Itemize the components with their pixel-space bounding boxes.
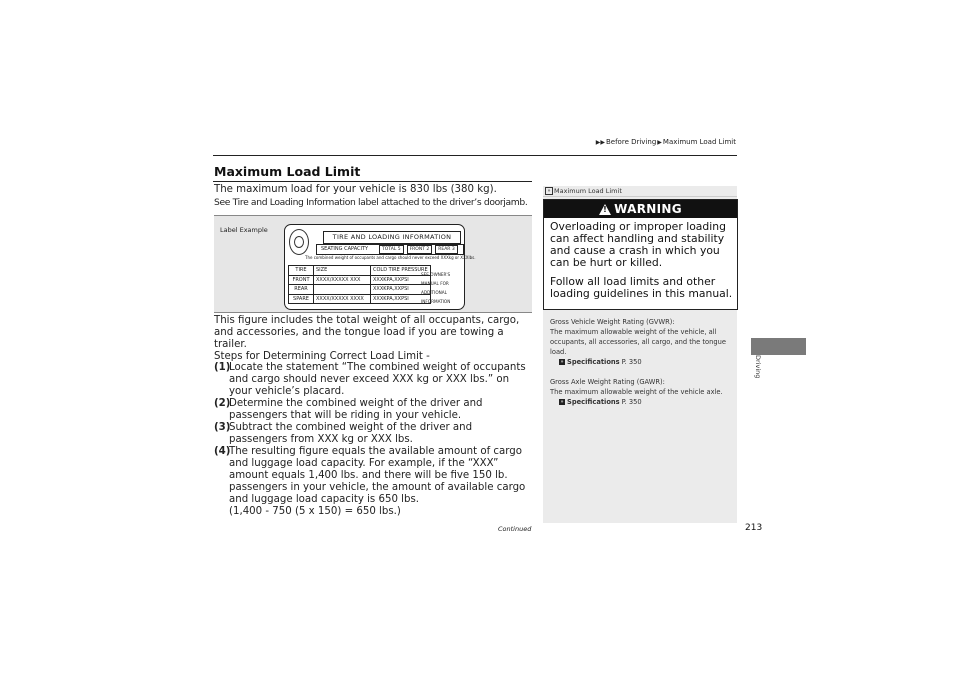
tire-loading-label-image (284, 224, 476, 310)
intro-subtext: See Tire and Loading Information label attached to the driver’s doorjamb. (214, 197, 528, 208)
gvwr-title: Gross Vehicle Weight Rating (GVWR): (550, 318, 675, 326)
step-number: (4) (214, 446, 231, 457)
step-number: (2) (214, 398, 231, 409)
steps-intro: Steps for Determining Correct Load Limit - (214, 351, 430, 362)
table-row (289, 266, 431, 276)
breadcrumb (596, 138, 736, 146)
tire-icon (289, 229, 309, 255)
body-text: This figure includes the total weight of all occupants, cargo, and accessories, and the tongue load if you are towing a trailer. (214, 315, 520, 350)
warning-box (543, 199, 738, 310)
step-number: (3) (214, 422, 231, 433)
steps-list (214, 362, 532, 518)
step-text: Locate the statement “The combined weight of occupants and cargo should never exceed XXX kg or XXX lbs.” on your vehicle’s placard. (229, 362, 526, 397)
table-cell (314, 285, 371, 295)
table-cell: XXXX/XXXXX XXX (314, 275, 371, 285)
table-cell: XXXKPA,XXPSI (371, 285, 431, 295)
side-note-line: ADDITIONAL (421, 290, 447, 295)
table-row (289, 275, 431, 285)
table-header-cell: SIZE (314, 266, 371, 276)
step-text: The resulting figure equals the available amount of cargo and luggage load capacity. For example, if the “XXX” amount equals 1,400 lbs. and there will be five 150 lb. passengers in your vehicle, the amount of available cargo and luggage load capacity is 650 lbs. (229, 446, 526, 505)
seating-front: FRONT 2 (407, 245, 433, 254)
reference-box-icon: » (545, 187, 553, 195)
page-number: 213 (745, 523, 763, 533)
chapter-tab[interactable] (751, 338, 806, 355)
table-row (289, 285, 431, 295)
step-number: (1) (214, 362, 231, 373)
ref-label: Specifications (567, 358, 620, 366)
seating-total: TOTAL 5 (379, 245, 404, 254)
table-cell: REAR (289, 285, 314, 295)
sidebar-heading (545, 187, 622, 195)
warning-paragraph-1: Overloading or improper loading can affect handling and stability and cause a crash in which you can be hurt or killed. (550, 220, 726, 269)
seating-capacity-label: SEATING CAPACITY (321, 246, 369, 252)
reference-arrow-icon: » (560, 359, 564, 365)
label-example-caption: Label Example (220, 226, 268, 234)
reference-arrow-icon: » (560, 399, 564, 405)
tire-label-note: The combined weight of occupants and cargo should never exceed XXXkg or XXXlbs. (305, 255, 476, 260)
sidebar-heading-text: Maximum Load Limit (554, 187, 622, 195)
section-title: Maximum Load Limit (214, 164, 361, 179)
side-note-line: INFORMATION (421, 299, 451, 304)
top-rule (213, 155, 737, 156)
table-cell: SPARE (289, 294, 314, 304)
table-cell: XXXKPA,XXPSI (371, 294, 431, 304)
side-note-line: MANUAL FOR (421, 281, 449, 286)
chapter-tab-label: Driving (754, 355, 762, 379)
arrow-icon: ▶ (657, 138, 662, 146)
table-cell: XXXKPA,XXPSI (371, 275, 431, 285)
specifications-link[interactable] (550, 357, 732, 367)
step-formula: (1,400 - 750 (5 x 150) = 650 lbs.) (229, 506, 401, 517)
step-text: Subtract the combined weight of the driver and passengers from XXX kg or XXX lbs. (229, 422, 473, 445)
double-arrow-icon: ▶▶ (595, 138, 605, 146)
list-item (214, 446, 532, 518)
step-text: Determine the combined weight of the driver and passengers that will be riding in your vehicle. (229, 398, 483, 421)
intro-text: The maximum load for your vehicle is 830 lbs (380 kg). (214, 184, 497, 195)
table-cell: XXXX/XXXXX XXXX (314, 294, 371, 304)
ref-page: P. 350 (621, 398, 642, 406)
ref-page: P. 350 (621, 358, 642, 366)
gawr-title: Gross Axle Weight Rating (GAWR): (550, 378, 665, 386)
warning-title: WARNING (614, 202, 682, 216)
sidebar-rule (543, 196, 737, 197)
sidebar-notes (550, 317, 732, 407)
side-note-line: SEE OWNER'S (421, 272, 451, 277)
tire-label-side-note (421, 270, 450, 306)
table-header-cell: TIRE (289, 266, 314, 276)
tire-pressure-table (288, 265, 431, 304)
tire-label-header: TIRE AND LOADING INFORMATION (323, 231, 461, 244)
warning-paragraph-2: Follow all load limits and other loading guidelines in this manual. (550, 275, 733, 300)
breadcrumb-maximum-load-limit[interactable]: Maximum Load Limit (662, 138, 736, 146)
specifications-link[interactable] (550, 397, 732, 407)
table-cell: FRONT (289, 275, 314, 285)
seating-capacity-row (316, 244, 464, 255)
seating-rear: REAR 3 (435, 245, 457, 254)
list-item (214, 362, 532, 398)
continued-note: Continued (498, 525, 532, 533)
ref-label: Specifications (567, 398, 620, 406)
gawr-text: The maximum allowable weight of the vehicle axle. (550, 388, 723, 396)
list-item (214, 398, 532, 422)
table-row (289, 294, 431, 304)
table-header-cell: COLD TIRE PRESSURE (371, 266, 431, 276)
warning-header (544, 200, 737, 218)
breadcrumb-before-driving[interactable]: Before Driving (605, 138, 657, 146)
list-item (214, 422, 532, 446)
warning-triangle-icon (599, 204, 611, 215)
gvwr-text: The maximum allowable weight of the vehicle, all occupants, all accessories, all cargo, and the tongue load. (550, 328, 726, 356)
body-paragraph (214, 315, 532, 363)
title-rule (213, 181, 532, 182)
